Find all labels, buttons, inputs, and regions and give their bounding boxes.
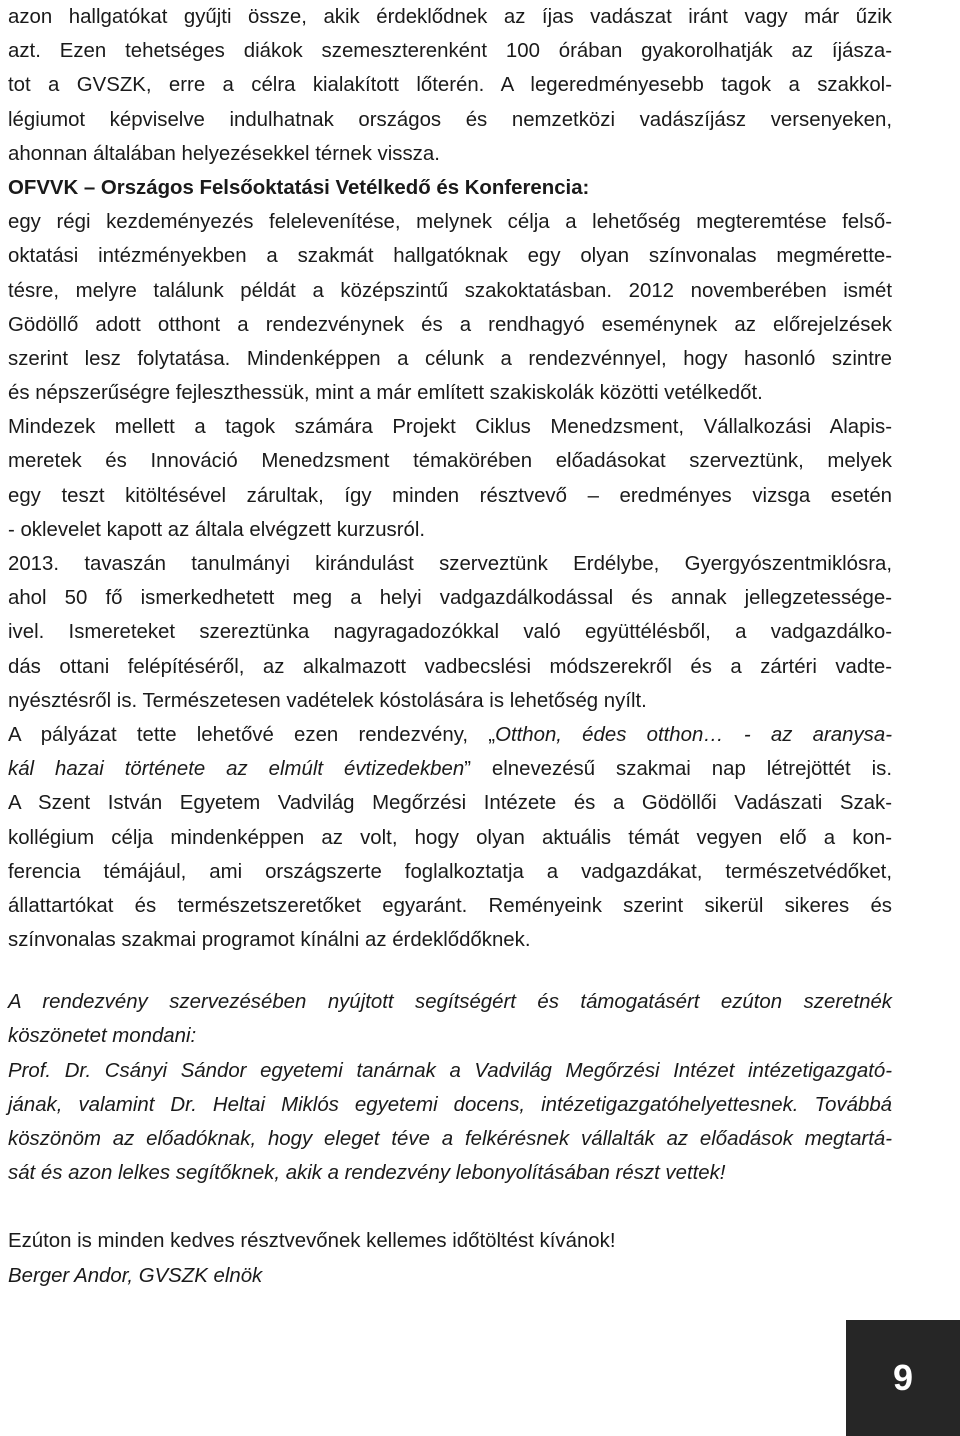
text-line: tot a GVSZK, erre a célra kialakított lőterén. A legeredményesebb tagok a szakkol- <box>8 74 892 97</box>
text-line: és népszerűségre fejleszthessük, mint a már említett szakiskolák közötti vetélkedőt. <box>8 382 763 405</box>
event-title-part: Otthon, édes otthon… - az aranysa- <box>495 723 892 746</box>
text-line: légiumot képviselve indulhatnak országos és nemzetközi vadászíjász versenyeken, <box>8 108 892 131</box>
text-line: nyésztésről is. Természetesen vadételek kóstolására is lehetőség nyílt. <box>8 689 647 712</box>
spacer <box>8 957 892 985</box>
paragraph-ofvvk <box>8 205 892 410</box>
text-line: szerint lesz folytatása. Mindenképpen a célunk a rendezvénnyel, hogy hasonló szintre <box>8 347 892 370</box>
text-line: színvonalas szakmai programot kínálni az érdeklődőknek. <box>8 929 531 952</box>
event-title-part: kál hazai története az elmúlt évtizedekben <box>8 758 465 781</box>
text-line <box>8 752 892 786</box>
text-line: Mindezek mellett a tagok számára Projekt Ciklus Menedzsment, Vállalkozási Alapis- <box>8 416 892 439</box>
paragraph-archery <box>8 0 892 171</box>
text-line: ivel. Ismereteket szereztünka nagyragadozókkal való együttélésből, a vadgazdálko- <box>8 621 892 644</box>
paragraph-event <box>8 718 892 786</box>
text-line: köszönöm az előadóknak, hogy eleget téve a felkérésnek vállalták az előadások megtartá- <box>8 1128 892 1150</box>
paragraph-excursion <box>8 547 892 718</box>
text-line <box>8 718 892 752</box>
text-line: Gödöllő adott otthont a rendezvénynek és a rendhagyó eseménynek az előrejelzések <box>8 313 892 336</box>
text-line: - oklevelet kapott az általa elvégzett kurzusról. <box>8 518 426 541</box>
closing-wish: Ezúton is minden kedves résztvevőnek kellemes időtöltést kívánok! <box>8 1230 616 1253</box>
acknowledgement <box>8 985 892 1190</box>
text-line: meretek és Innováció Menedzsment témakörében előadásokat szerveztünk, melyek <box>8 450 892 473</box>
section-heading-ofvvk: OFVVK – Országos Felsőoktatási Vetélkedő és Konferencia: <box>8 176 590 199</box>
text-run: ” elnevezésű szakmai nap létrejöttét is. <box>464 758 892 781</box>
text-line: állattartókat és természetszeretőket egyaránt. Reményeink szerint sikerül sikeres és <box>8 894 892 917</box>
text-line: kollégium célja mindenképpen az volt, hogy olyan aktuális témát vegyen elő a kon- <box>8 826 892 849</box>
text-line: köszönetet mondani: <box>8 1025 197 1048</box>
page-number: 9 <box>892 1357 914 1398</box>
text-line: tésre, melyre találunk példát a középszintű szakoktatásban. 2012 novemberében ismét <box>8 279 892 302</box>
signature: Berger Andor, GVSZK elnök <box>8 1264 263 1287</box>
text-run: A pályázat tette lehetővé ezen rendezvény, „ <box>8 723 496 746</box>
text-line: sát és azon lelkes segítőknek, akik a rendezvény lebonyolításában részt vettek! <box>8 1162 726 1185</box>
text-line: ahol 50 fő ismerkedhetett meg a helyi vadgazdálkodással és annak jellegzetessége- <box>8 587 892 610</box>
text-line: azt. Ezen tehetséges diákok szemeszterenként 100 órában gyakorolhatják az íjásza- <box>8 40 892 63</box>
text-line: dás ottani felépítéséről, az alkalmazott vadbecslési módszerekről és a zártéri vadte- <box>8 655 892 678</box>
page-number-box <box>846 1320 960 1436</box>
text-line: egy teszt kitöltésével zárultak, így minden résztvevő – eredményes vizsga esetén <box>8 484 892 507</box>
text-line: 2013. tavaszán tanulmányi kirándulást szerveztünk Erdélybe, Gyergyószentmiklósra, <box>8 553 892 575</box>
article-body <box>8 0 892 1293</box>
text-line: oktatási intézményekben a szakmát hallgatóknak egy olyan színvonalas megmérette- <box>8 245 892 268</box>
paragraph-lectures <box>8 410 892 547</box>
text-line: ferencia témájául, ami országszerte foglalkoztatja a vadgazdákat, természetvédőket, <box>8 860 892 883</box>
paragraph-institute <box>8 786 892 957</box>
text-line: azon hallgatókat gyűjti össze, akik érdeklődnek az íjas vadászat iránt vagy már űzik <box>8 6 892 28</box>
text-line: Prof. Dr. Csányi Sándor egyetemi tanárnak a Vadvilág Megőrzési Intézet intézetigazgató- <box>8 1059 892 1082</box>
text-line: egy régi kezdeményezés felelevenítése, melynek célja a lehetőség megteremtése felső- <box>8 211 892 234</box>
text-line: jának, valamint Dr. Heltai Miklós egyetemi docens, intézetigazgatóhelyettesnek. Továbbá <box>8 1093 892 1116</box>
text-line: ahonnan általában helyezésekkel térnek vissza. <box>8 142 440 165</box>
text-line: A rendezvény szervezésében nyújtott segítségért és támogatásért ezúton szeretnék <box>8 991 892 1014</box>
spacer <box>8 1190 892 1224</box>
text-line: A Szent István Egyetem Vadvilág Megőrzési Intézete és a Gödöllői Vadászati Szak- <box>8 792 892 815</box>
